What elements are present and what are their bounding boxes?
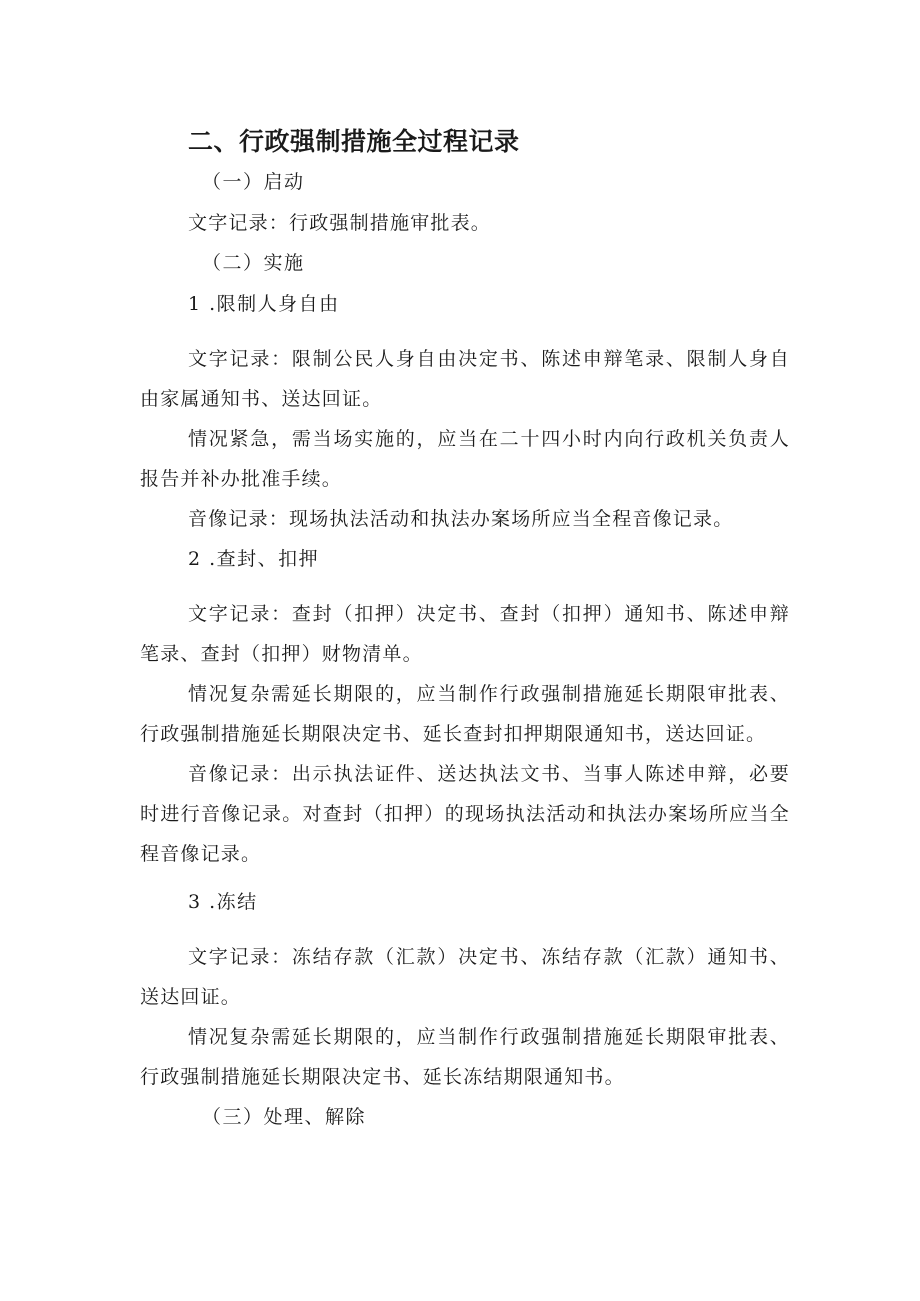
paragraph-freeze-extension: 情况复杂需延长期限的，应当制作行政强制措施延长期限审批表、行政强制措施延长期限决定书、延长冻结期限通知书。: [140, 1026, 790, 1088]
item-heading-freeze: 3 .冻结: [188, 891, 258, 913]
item-heading-seal-seize: 2 .查封、扣押: [188, 548, 320, 570]
paragraph-freeze-text-record: 文字记录：冻结存款（汇款）决定书、冻结存款（汇款）通知书、送达回证。: [140, 946, 790, 1008]
paragraph-restrict-video-record: 音像记录：现场执法活动和执法办案场所应当全程音像记录。: [188, 508, 734, 530]
document-body: [140, 122, 790, 1138]
subsection-heading-handle-release: （三）处理、解除: [202, 1106, 367, 1128]
section-title: 二、行政强制措施全过程记录: [188, 127, 520, 156]
paragraph-seal-extension: 情况复杂需延长期限的，应当制作行政强制措施延长期限审批表、行政强制措施延长期限决定书、延长查封扣押期限通知书，送达回证。: [140, 683, 790, 745]
paragraph-seal-video-record: 音像记录：出示执法证件、送达执法文书、当事人陈述申辩，必要时进行音像记录。对查封（扣押）的现场执法活动和执法办案场所应当全程音像记录。: [140, 763, 790, 865]
paragraph-start-text-record: 文字记录：行政强制措施审批表。: [188, 212, 492, 234]
item-heading-restrict-freedom: 1 .限制人身自由: [188, 293, 340, 315]
subsection-heading-implement: （二）实施: [202, 252, 305, 274]
paragraph-restrict-text-record: 文字记录：限制公民人身自由决定书、陈述申辩笔录、限制人身自由家属通知书、送达回证。: [140, 348, 790, 410]
paragraph-restrict-emergency: 情况紧急，需当场实施的，应当在二十四小时内向行政机关负责人报告并补办批准手续。: [140, 428, 790, 490]
paragraph-seal-text-record: 文字记录：查封（扣押）决定书、查封（扣押）通知书、陈述申辩笔录、查封（扣押）财物清单。: [140, 603, 790, 665]
subsection-heading-start: （一）启动: [202, 171, 305, 193]
